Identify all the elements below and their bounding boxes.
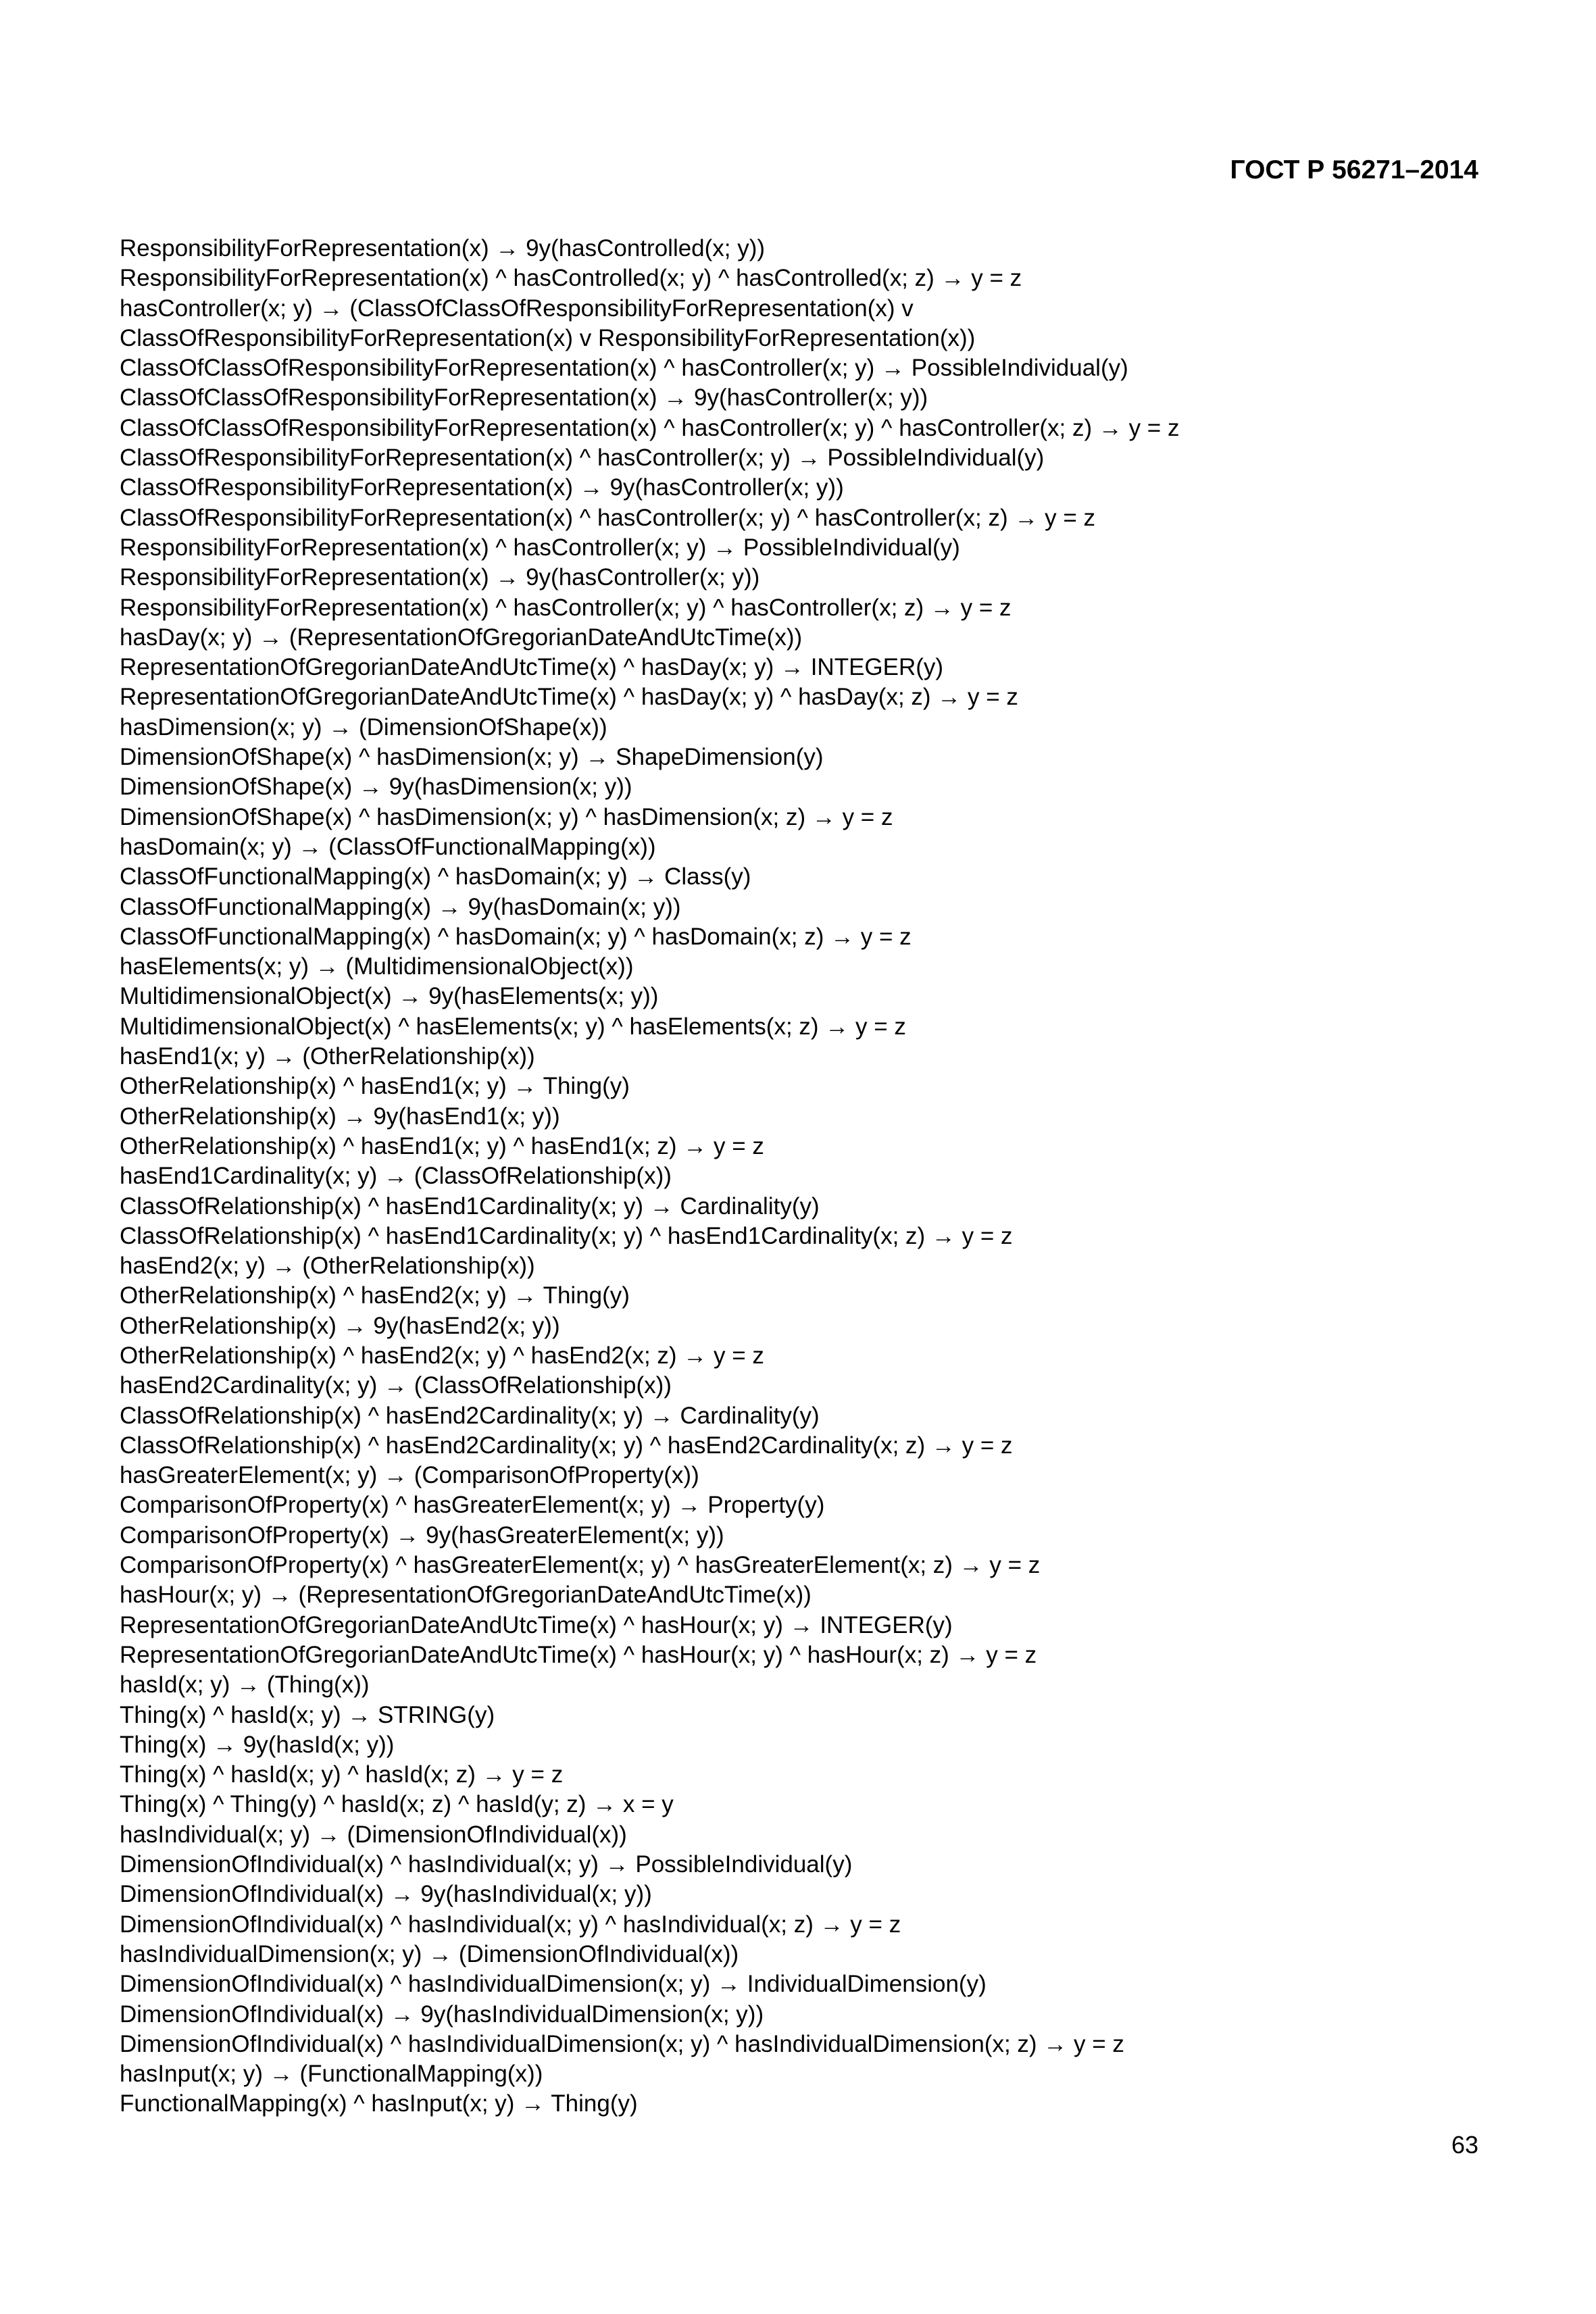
formula-line: DimensionOfIndividual(x) ^ hasIndividualDimension(x; y) → IndividualDimension(y): [120, 1971, 987, 1998]
formula-line: ClassOfResponsibilityForRepresentation(x) → 9y(hasController(x; y)): [120, 474, 844, 501]
formula-line: hasId(x; y) → (Thing(x)): [120, 1671, 370, 1699]
formula-line: ClassOfClassOfResponsibilityForRepresentation(x) ^ hasController(x; y) ^ hasController(x; z) → y = z: [120, 414, 1180, 441]
formula-line: RepresentationOfGregorianDateAndUtcTime(x) ^ hasDay(x; y) ^ hasDay(x; z) → y = z: [120, 684, 1018, 711]
formula-line: hasElements(x; y) → (MultidimensionalObject(x)): [120, 953, 634, 980]
formula-line: FunctionalMapping(x) ^ hasInput(x; y) → Thing(y): [120, 2090, 638, 2117]
formula-line: ClassOfFunctionalMapping(x) ^ hasDomain(x; y) ^ hasDomain(x; z) → y = z: [120, 923, 912, 950]
formula-line: hasEnd2(x; y) → (OtherRelationship(x)): [120, 1253, 535, 1280]
formula-line: ClassOfFunctionalMapping(x) ^ hasDomain(x; y) → Class(y): [120, 863, 751, 890]
formula-line: DimensionOfIndividual(x) ^ hasIndividual(x; y) → PossibleIndividual(y): [120, 1851, 853, 1878]
formula-line: hasEnd1Cardinality(x; y) → (ClassOfRelationship(x)): [120, 1163, 672, 1190]
formula-line: Thing(x) ^ hasId(x; y) → STRING(y): [120, 1701, 495, 1728]
formula-line: ClassOfClassOfResponsibilityForRepresentation(x) → 9y(hasController(x; y)): [120, 384, 928, 411]
formula-line: hasIndividualDimension(x; y) → (DimensionOfIndividual(x)): [120, 1940, 739, 1967]
formula-line: ResponsibilityForRepresentation(x) ^ hasControlled(x; y) ^ hasControlled(x; z) → y = z: [120, 265, 1022, 292]
formula-list: [120, 234, 1505, 2119]
formula-line: DimensionOfIndividual(x) ^ hasIndividual(x; y) ^ hasIndividual(x; z) → y = z: [120, 1911, 901, 1938]
formula-line: ComparisonOfProperty(x) → 9y(hasGreaterElement(x; y)): [120, 1521, 724, 1549]
formula-line: ClassOfRelationship(x) ^ hasEnd1Cardinality(x; y) → Cardinality(y): [120, 1192, 820, 1219]
formula-line: OtherRelationship(x) ^ hasEnd1(x; y) ^ hasEnd1(x; z) → y = z: [120, 1132, 764, 1159]
formula-line: hasDimension(x; y) → (DimensionOfShape(x)): [120, 713, 607, 740]
formula-line: ResponsibilityForRepresentation(x) → 9y(hasControlled(x; y)): [120, 235, 766, 261]
formula-line: DimensionOfShape(x) ^ hasDimension(x; y) → ShapeDimension(y): [120, 744, 824, 771]
formula-line: ResponsibilityForRepresentation(x) ^ hasController(x; y) → PossibleIndividual(y): [120, 534, 960, 561]
formula-line: MultidimensionalObject(x) → 9y(hasElements(x; y)): [120, 983, 659, 1010]
formula-line: ComparisonOfProperty(x) ^ hasGreaterElement(x; y) → Property(y): [120, 1492, 825, 1519]
formula-line: DimensionOfShape(x) → 9y(hasDimension(x; y)): [120, 774, 632, 801]
formula-line: Thing(x) ^ hasId(x; y) ^ hasId(x; z) → y = z: [120, 1761, 564, 1788]
formula-line: ClassOfResponsibilityForRepresentation(x) ^ hasController(x; y) → PossibleIndividual(y): [120, 445, 1045, 472]
formula-line: hasEnd2Cardinality(x; y) → (ClassOfRelationship(x)): [120, 1372, 672, 1399]
formula-line: DimensionOfIndividual(x) ^ hasIndividualDimension(x; y) ^ hasIndividualDimension(x; z) → y = z: [120, 2030, 1124, 2057]
formula-line: OtherRelationship(x) ^ hasEnd2(x; y) ^ hasEnd2(x; z) → y = z: [120, 1342, 764, 1369]
formula-line: OtherRelationship(x) → 9y(hasEnd1(x; y)): [120, 1103, 560, 1130]
formula-line: OtherRelationship(x) ^ hasEnd2(x; y) → Thing(y): [120, 1282, 630, 1309]
formula-line: Thing(x) ^ Thing(y) ^ hasId(x; z) ^ hasId(y; z) → x = y: [120, 1791, 674, 1818]
standard-designation: ГОСТ Р 56271–2014: [1230, 155, 1478, 184]
formula-line: DimensionOfIndividual(x) → 9y(hasIndividualDimension(x; y)): [120, 2001, 764, 2028]
formula-line: ClassOfResponsibilityForRepresentation(x) v ResponsibilityForRepresentation(x)): [120, 324, 976, 351]
formula-line: ClassOfRelationship(x) ^ hasEnd2Cardinality(x; y) ^ hasEnd2Cardinality(x; z) → y = z: [120, 1432, 1013, 1459]
formula-line: ResponsibilityForRepresentation(x) → 9y(hasController(x; y)): [120, 564, 760, 591]
formula-line: ResponsibilityForRepresentation(x) ^ hasController(x; y) ^ hasController(x; z) → y = z: [120, 594, 1012, 621]
page-number: 63: [1451, 2131, 1478, 2159]
formula-line: ClassOfRelationship(x) ^ hasEnd1Cardinality(x; y) ^ hasEnd1Cardinality(x; z) → y = z: [120, 1222, 1013, 1249]
formula-line: hasDay(x; y) → (RepresentationOfGregorianDateAndUtcTime(x)): [120, 624, 803, 651]
formula-line: hasController(x; y) → (ClassOfClassOfResponsibilityForRepresentation(x) v: [120, 295, 914, 322]
formula-line: RepresentationOfGregorianDateAndUtcTime(x) ^ hasHour(x; y) → INTEGER(y): [120, 1611, 953, 1638]
formula-line: DimensionOfIndividual(x) → 9y(hasIndividual(x; y)): [120, 1881, 652, 1908]
formula-line: Thing(x) → 9y(hasId(x; y)): [120, 1731, 395, 1758]
formula-line: hasEnd1(x; y) → (OtherRelationship(x)): [120, 1043, 535, 1070]
formula-line: hasDomain(x; y) → (ClassOfFunctionalMapping(x)): [120, 833, 656, 860]
formula-line: MultidimensionalObject(x) ^ hasElements(x; y) ^ hasElements(x; z) → y = z: [120, 1013, 906, 1040]
formula-line: ClassOfFunctionalMapping(x) → 9y(hasDomain(x; y)): [120, 893, 681, 920]
formula-line: ComparisonOfProperty(x) ^ hasGreaterElement(x; y) ^ hasGreaterElement(x; z) → y = z: [120, 1552, 1041, 1579]
formula-line: RepresentationOfGregorianDateAndUtcTime(x) ^ hasHour(x; y) ^ hasHour(x; z) → y = z: [120, 1641, 1037, 1668]
formula-line: hasInput(x; y) → (FunctionalMapping(x)): [120, 2061, 543, 2088]
formula-line: OtherRelationship(x) ^ hasEnd1(x; y) → Thing(y): [120, 1073, 630, 1100]
formula-line: ClassOfClassOfResponsibilityForRepresentation(x) ^ hasController(x; y) → PossibleIndividual(y): [120, 355, 1128, 382]
formula-line: hasIndividual(x; y) → (DimensionOfIndividual(x)): [120, 1821, 627, 1848]
formula-line: hasHour(x; y) → (RepresentationOfGregorianDateAndUtcTime(x)): [120, 1582, 812, 1609]
formula-line: OtherRelationship(x) → 9y(hasEnd2(x; y)): [120, 1312, 560, 1339]
formula-line: RepresentationOfGregorianDateAndUtcTime(x) ^ hasDay(x; y) → INTEGER(y): [120, 654, 944, 681]
formula-line: ClassOfRelationship(x) ^ hasEnd2Cardinality(x; y) → Cardinality(y): [120, 1402, 820, 1429]
formula-line: DimensionOfShape(x) ^ hasDimension(x; y) ^ hasDimension(x; z) → y = z: [120, 803, 893, 830]
formula-line: hasGreaterElement(x; y) → (ComparisonOfProperty(x)): [120, 1462, 699, 1489]
formula-line: ClassOfResponsibilityForRepresentation(x) ^ hasController(x; y) ^ hasController(x; z) → y = z: [120, 504, 1095, 531]
